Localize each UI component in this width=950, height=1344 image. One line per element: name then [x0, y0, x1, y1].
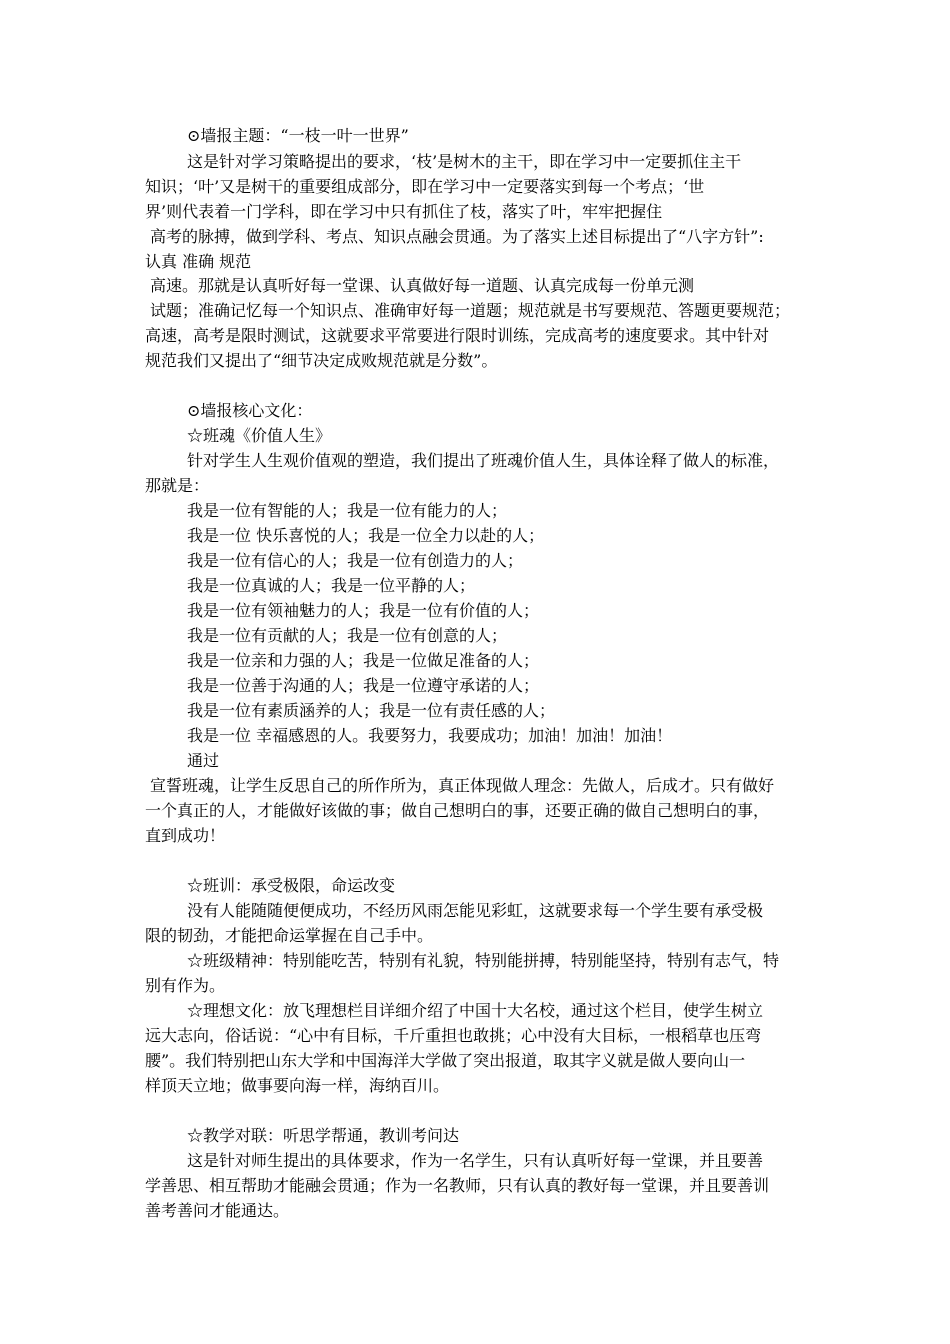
paragraph-line: 样顶天立地；做事要向海一样，海纳百川。	[145, 1076, 450, 1095]
pledge-line: 我是一位有领袖魅力的人；我是一位有价值的人；	[187, 601, 540, 620]
pledge-line: 我是一位 快乐喜悦的人；我是一位全力以赴的人；	[187, 526, 545, 545]
paragraph-line: ☆理想文化：放飞理想栏目详细介绍了中国十大名校，通过这个栏目，使学生树立	[187, 1001, 764, 1020]
paragraph-line: 别有作为。	[145, 976, 226, 995]
paragraph-line: 针对学生人生观价值观的塑造，我们提出了班魂价值人生，具体诠释了做人的标准，	[187, 451, 780, 470]
paragraph-line: 善考善问才能通达。	[145, 1201, 290, 1220]
paragraph-line: 学善思、相互帮助才能融会贯通；作为一名教师，只有认真的教好每一堂课，并且要善训	[145, 1176, 770, 1195]
pledge-line: 我是一位有素质涵养的人；我是一位有责任感的人；	[187, 701, 556, 720]
paragraph-line: ☆班级精神：特别能吃苦，特别有礼貌，特别能拼搏，特别能坚持，特别有志气，特	[187, 951, 780, 970]
paragraph-line: 高考的脉搏，做到学科、考点、知识点融会贯通。为了落实上述目标提出了“八字方针”:	[150, 227, 764, 246]
pledge-line: 我是一位有贡献的人；我是一位有创意的人；	[187, 626, 508, 645]
subheading-class-motto: ☆班训：承受极限，命运改变	[187, 876, 396, 895]
paragraph-line: 规范我们又提出了“细节决定成败规范就是分数”。	[145, 351, 498, 370]
paragraph-line: 界’则代表着一门学科，即在学习中只有抓住了枝，落实了叶，牢牢把握住	[145, 202, 663, 221]
paragraph-line: 那就是：	[145, 476, 210, 495]
section-heading-core-culture: ⊙墙报核心文化：	[187, 401, 313, 420]
pledge-line: 我是一位有智能的人；我是一位有能力的人；	[187, 501, 508, 520]
paragraph-line: 腰”。我们特别把山东大学和中国海洋大学做了突出报道，取其字义就是做人要向山一	[145, 1051, 746, 1070]
pledge-line: 我是一位有信心的人；我是一位有创造力的人；	[187, 551, 524, 570]
pledge-line: 我是一位真诚的人；我是一位平静的人；	[187, 576, 476, 595]
subheading-class-soul: ☆班魂《价值人生》	[187, 426, 332, 445]
paragraph-line: 宣誓班魂，让学生反思自己的所作所为，真正体现做人理念：先做人，后成才。只有做好	[150, 776, 775, 795]
pledge-line: 我是一位 幸福感恩的人。我要努力，我要成功；加油！加油！加油！	[187, 726, 673, 745]
paragraph-line: 没有人能随随便便成功，不经历风雨怎能见彩虹，这就要求每一个学生要有承受极	[187, 901, 764, 920]
paragraph-line: 这是针对学习策略提出的要求，‘枝’是树木的主干，即在学习中一定要抓住主干	[187, 152, 742, 171]
section-heading-theme: ⊙墙报主题：“一枝一叶一世界”	[187, 126, 409, 145]
paragraph-line: 高速。那就是认真听好每一堂课、认真做好每一道题、认真完成每一份单元测	[150, 276, 695, 295]
paragraph-line: 这是针对师生提出的具体要求，作为一名学生，只有认真听好每一堂课，并且要善	[187, 1151, 764, 1170]
paragraph-line: 限的韧劲，才能把命运掌握在自己手中。	[145, 926, 434, 945]
paragraph-line: 一个真正的人，才能做好该做的事；做自己想明白的事，还要正确的做自己想明白的事，	[145, 801, 770, 820]
paragraph-line: 知识；‘叶’又是树干的重要组成部分，即在学习中一定要落实到每一个考点；‘世	[145, 177, 705, 196]
paragraph-line: 远大志向，俗话说：“心中有目标，千斤重担也敢挑；心中没有大目标，一根稻草也压弯	[145, 1026, 762, 1045]
paragraph-line: 高速，高考是限时测试，这就要求平常要进行限时训练，完成高考的速度要求。其中针对	[145, 326, 770, 345]
paragraph-line: 直到成功！	[145, 826, 226, 845]
pledge-line: 我是一位亲和力强的人；我是一位做足准备的人；	[187, 651, 540, 670]
paragraph-line: 试题；准确记忆每一个知识点、准确审好每一道题；规范就是书写要规范、答题更要规范；	[150, 301, 791, 320]
pledge-line: 我是一位善于沟通的人；我是一位遵守承诺的人；	[187, 676, 540, 695]
paragraph-line: 认真 准确 规范	[145, 252, 252, 271]
subheading-teaching-couplet: ☆教学对联：听思学帮通，教训考问达	[187, 1126, 460, 1145]
paragraph-line: 通过	[187, 751, 220, 770]
